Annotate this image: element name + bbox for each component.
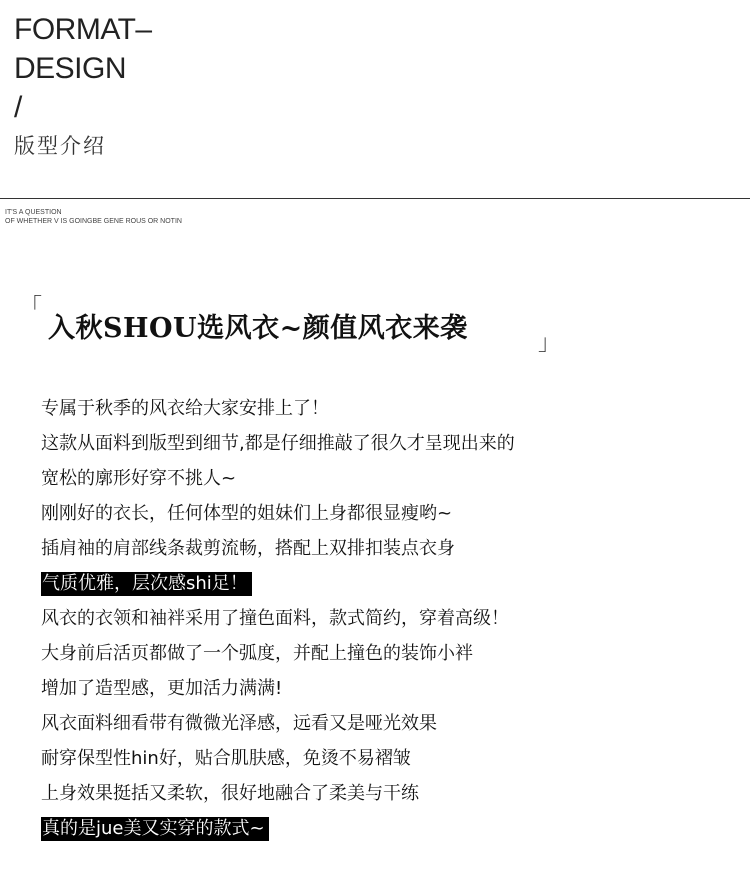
description-text: 风衣的衣领和袖袢采用了撞色面料，款式简约，穿着高级！	[41, 608, 509, 629]
description-line	[41, 391, 741, 426]
description-text: 刚刚好的衣长，任何体型的姐妹们上身都很显瘦哟~	[41, 503, 453, 524]
tagline-line-2: OF WHETHER V IS GOINGBE GENE ROUS OR NOTIN	[5, 218, 182, 225]
description-text: 插肩袖的肩部线条裁剪流畅，搭配上双排扣装点衣身	[41, 538, 455, 559]
description-line	[41, 706, 741, 741]
description-text: 耐穿保型性hin好，贴合肌肤感，免烫不易褶皱	[41, 748, 411, 769]
description-line	[41, 531, 741, 566]
heading-line-design: DESIGN	[14, 52, 127, 85]
description-line	[41, 671, 741, 706]
description-text: 大身前后活页都做了一个弧度，并配上撞色的装饰小袢	[41, 643, 473, 664]
tagline-line-1: IT'S A QUESTION	[5, 209, 62, 216]
heading-line-format: FORMAT–	[14, 13, 152, 46]
description-text: 增加了造型感，更加活力满满!	[41, 678, 283, 699]
description-text: 风衣面料细看带有微微光泽感，远看又是哑光效果	[41, 713, 437, 734]
divider-line	[0, 198, 750, 199]
description-text: 这款从面料到版型到细节,都是仔细推敲了很久才呈现出来的	[41, 433, 515, 454]
product-title: 入秋SHOU选风衣~颜值风衣来袭	[48, 313, 468, 344]
title-close-bracket: 」	[538, 331, 561, 356]
description-text: 气质优雅，层次感shi足！	[41, 572, 252, 596]
description-line	[41, 741, 741, 776]
description-line	[41, 426, 741, 461]
title-open-bracket: 「	[20, 295, 43, 320]
description-text: 宽松的廓形好穿不挑人~	[41, 468, 237, 489]
tagline	[5, 208, 182, 226]
description-text: 真的是jue美又实穿的款式~	[41, 817, 269, 841]
description-line	[41, 461, 741, 496]
description-line	[41, 636, 741, 671]
description-block	[41, 391, 741, 846]
description-line-highlighted	[41, 811, 741, 846]
description-line	[41, 496, 741, 531]
section-heading-english	[14, 10, 152, 127]
description-line	[41, 776, 741, 811]
description-text: 上身效果挺括又柔软，很好地融合了柔美与干练	[41, 783, 419, 804]
section-heading-chinese: 版型介绍	[14, 134, 106, 158]
description-line	[41, 601, 741, 636]
description-text: 专属于秋季的风衣给大家安排上了！	[41, 398, 329, 419]
heading-line-slash: /	[14, 91, 22, 124]
description-line-highlighted	[41, 566, 741, 601]
